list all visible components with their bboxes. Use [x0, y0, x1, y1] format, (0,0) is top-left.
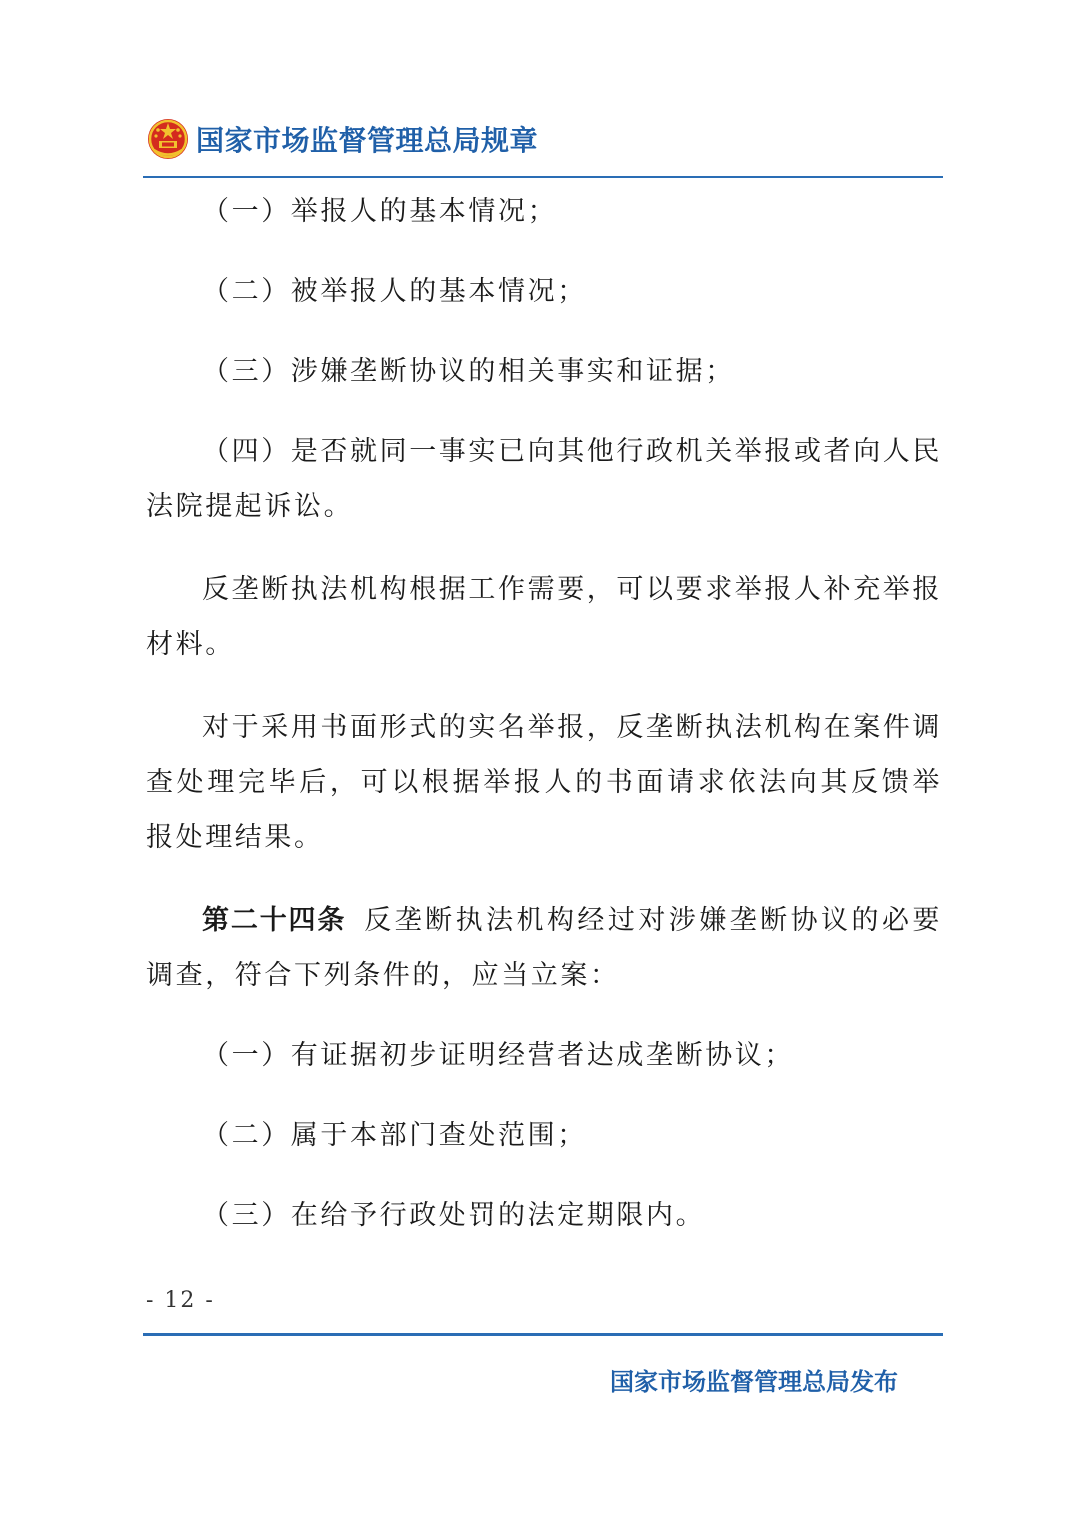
paragraph: （二）被举报人的基本情况；: [202, 276, 587, 307]
header-title: 国家市场监督管理总局规章: [196, 124, 539, 157]
national-emblem-icon: [146, 117, 190, 161]
page-number: - 12 -: [146, 1288, 215, 1313]
paragraph: （三）涉嫌垄断协议的相关事实和证据；: [202, 356, 735, 387]
footer-divider: [143, 1333, 943, 1336]
article-paragraph: [146, 893, 942, 1003]
condition-item: （一）有证据初步证明经营者达成垄断协议；: [202, 1040, 794, 1071]
document-header: [146, 114, 538, 164]
document-body: [146, 184, 942, 1243]
article-number: 第二十四条: [202, 905, 347, 936]
paragraph: （一）举报人的基本情况；: [202, 196, 558, 227]
header-divider: [143, 176, 943, 178]
paragraph: （四）是否就同一事实已向其他行政机关举报或者向人民法院提起诉讼。: [146, 436, 942, 522]
article-text: 反垄断执法机构经过对涉嫌垄断协议的必要调查，符合下列条件的，应当立案：: [146, 905, 942, 991]
paragraph: 对于采用书面形式的实名举报，反垄断执法机构在案件调查处理完毕后，可以根据举报人的书面请求依法向其反馈举报处理结果。: [146, 712, 942, 853]
paragraph: 反垄断执法机构根据工作需要，可以要求举报人补充举报材料。: [146, 574, 942, 660]
condition-item: （三）在给予行政处罚的法定期限内。: [202, 1200, 706, 1231]
condition-item: （二）属于本部门查处范围；: [202, 1120, 587, 1151]
footer-publisher: 国家市场监督管理总局发布: [610, 1368, 898, 1396]
